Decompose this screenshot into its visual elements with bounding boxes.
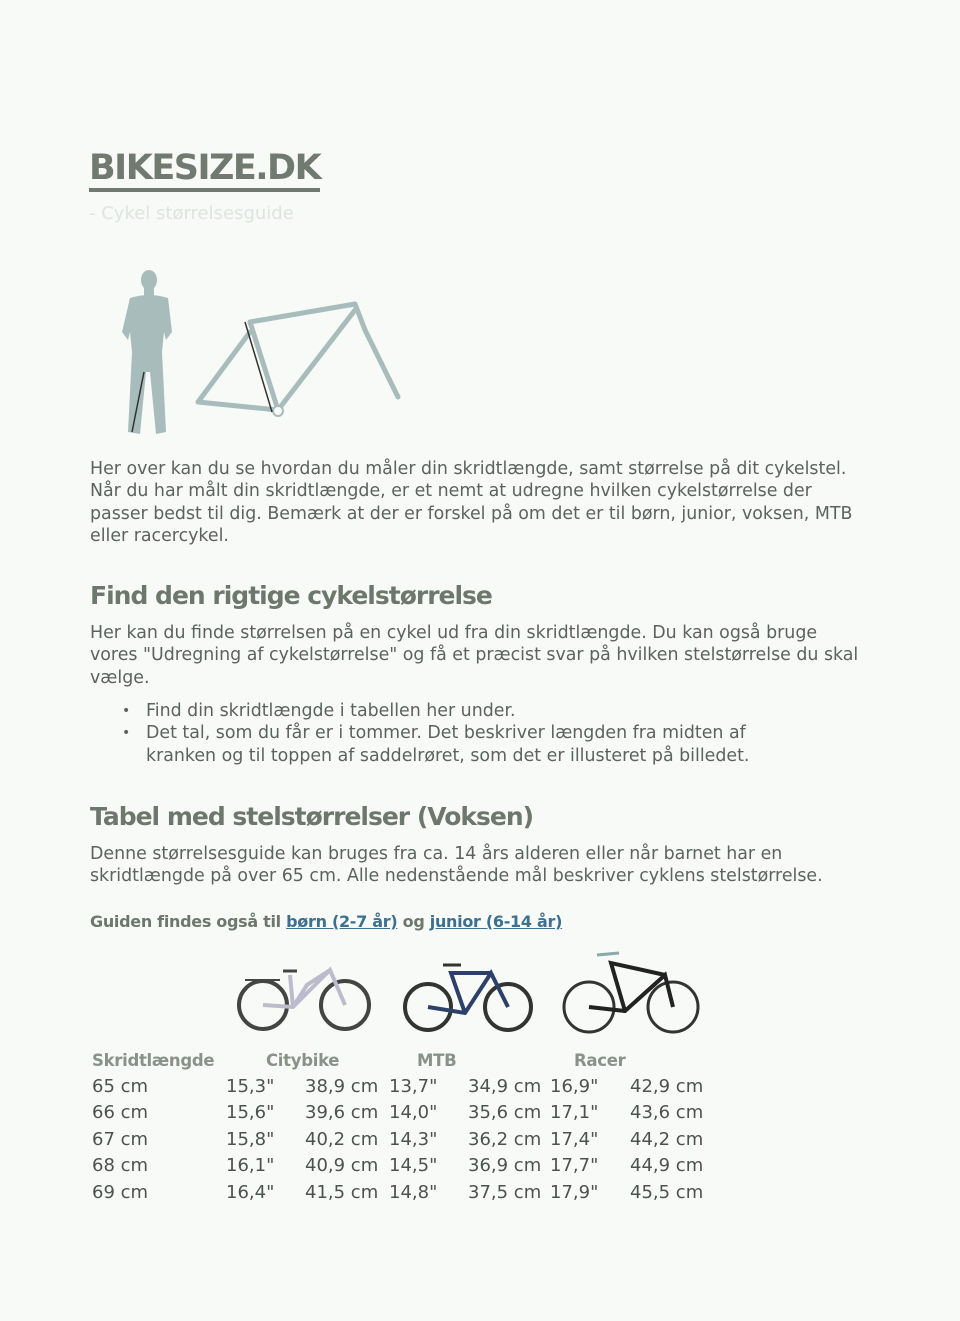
instruction-list <box>118 700 818 767</box>
table-row: 69 cm 16,4" 41,5 cm 14,8" 37,5 cm 17,9" 45,5 cm <box>92 1181 704 1203</box>
seat-tube-arrow-icon <box>245 322 272 412</box>
site-tagline: - Cykel størrelsesguide <box>89 203 294 224</box>
list-item: • Find din skridtlængde i tabellen her under. <box>122 701 516 721</box>
table-row: 67 cm 15,8" 40,2 cm 14,3" 36,2 cm 17,4" 44,2 cm <box>92 1128 704 1150</box>
bike-frame-icon <box>198 304 398 410</box>
mtb-icon <box>405 965 531 1030</box>
find-size-paragraph: Her kan du finde størrelsen på en cykel ud fra din skridtlængde. Du kan også bruge vores "Udregning af cykelstørrelse" og få et præcist svar på hvilken stelstørrelse du skal vælge. <box>90 623 859 688</box>
table-row: 65 cm 15,3" 38,9 cm 13,7" 34,9 cm 16,9" 42,9 cm <box>92 1075 704 1097</box>
header-skridtlaengde: Skridtlængde <box>92 1051 215 1070</box>
table-intro-paragraph: Denne størrelsesguide kan bruges fra ca. 14 års alderen eller når barnet har en skridtlængde på over 65 cm. Alle nedenstående mål beskriver cyklens stelstørrelse. <box>90 844 823 887</box>
citybike-icon <box>239 970 369 1029</box>
header-racer: Racer <box>574 1051 626 1070</box>
table-header-row <box>92 1048 720 1073</box>
person-silhouette-icon <box>122 270 172 434</box>
measurement-illustration <box>100 262 420 456</box>
bike-images <box>235 945 715 1044</box>
bullet-icon: • <box>122 703 131 719</box>
list-item: • Det tal, som du får er i tommer. Det beskriver længden fra midten af kranken og til toppen af saddelrøret, som det er illusteret på billedet. <box>122 723 750 766</box>
link-junior[interactable]: junior (6-14 år) <box>429 912 563 931</box>
table-heading: Tabel med stelstørrelser (Voksen) <box>90 802 534 831</box>
intro-paragraph: Her over kan du se hvordan du måler din skridtlængde, samt størrelse på dit cykelstel. Når du har målt din skridtlængde, er et nemt at udregne hvilken cykelstørrelse der passer bedst til dig. Bemærk at der er forskel på om det er til børn, junior, voksen, MTB eller racercykel. <box>90 459 853 546</box>
find-size-heading: Find den rigtige cykelstørrelse <box>90 581 492 610</box>
header-citybike: Citybike <box>266 1051 340 1070</box>
bullet-icon: • <box>122 725 131 742</box>
site-logo: BIKESIZE.DK <box>89 148 320 192</box>
racer-icon <box>564 953 698 1032</box>
size-table <box>92 1048 720 1206</box>
guide-links-line: Guiden findes også til børn (2-7 år) og junior (6-14 år) <box>90 912 563 931</box>
table-row: 66 cm 15,6" 39,6 cm 14,0" 35,6 cm 17,1" 43,6 cm <box>92 1102 704 1124</box>
table-row: 68 cm 16,1" 40,9 cm 14,5" 36,9 cm 17,7" 44,9 cm <box>92 1155 704 1177</box>
header-mtb: MTB <box>417 1051 457 1070</box>
link-born[interactable]: børn (2-7 år) <box>286 912 398 931</box>
